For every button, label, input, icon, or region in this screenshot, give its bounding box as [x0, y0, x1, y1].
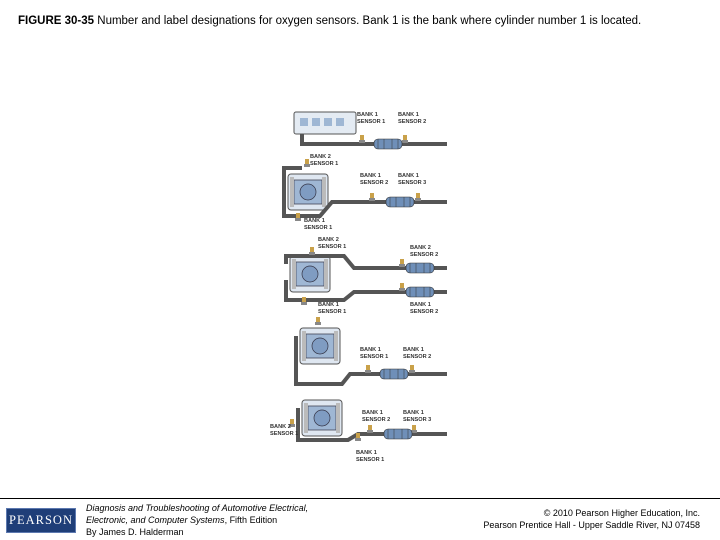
book-title-line2-wrap: [86, 514, 376, 526]
oxygen-sensor-diagram: [262, 104, 462, 470]
panel-2-v-engine-single-exhaust: [284, 154, 447, 231]
book-title-line1: Diagnosis and Troubleshooting of Automotive Electrical,: [86, 503, 309, 513]
label-p3-b1s1-l1: BANK 1: [318, 302, 339, 308]
book-edition: , Fifth Edition: [224, 515, 278, 525]
label-p4-b1s2-l1: BANK 1: [403, 347, 424, 353]
label-p4-b1s1-l1: BANK 1: [360, 347, 381, 353]
label-p3-b2s1-l2: SENSOR 1: [318, 244, 347, 250]
label-p4-b1s1-l2: SENSOR 1: [360, 354, 389, 360]
label-p5-b1s1-l1: BANK 1: [356, 450, 377, 456]
copyright-line2: Pearson Prentice Hall - Upper Saddle River, NJ 07458: [483, 520, 700, 530]
label-p3-b1s2-l2: SENSOR 2: [410, 309, 439, 315]
label-p3-b2s2-l1: BANK 2: [410, 245, 431, 251]
label-p5-b2s1-l1: BANK 2: [270, 424, 291, 430]
copyright-notice: [400, 507, 700, 531]
copyright-line1: © 2010 Pearson Higher Education, Inc.: [543, 508, 700, 518]
book-title-line2: Electronic, and Computer Systems: [86, 515, 225, 525]
book-author: By James D. Halderman: [86, 527, 184, 537]
label-p5-b1s2-l2: SENSOR 2: [362, 417, 391, 423]
figure-number: FIGURE 30-35: [18, 15, 95, 27]
figure-caption: [18, 14, 708, 28]
label-p2-b2s1-l1: BANK 2: [310, 154, 331, 160]
panel-3-v-engine-dual-exhaust: [286, 237, 447, 315]
label-p3-b1s1-l2: SENSOR 1: [318, 309, 347, 315]
label-p3-b2s1-l1: BANK 2: [318, 237, 339, 243]
label-p5-b1s2-l1: BANK 1: [362, 410, 383, 416]
label-p2-b1s2-l1: BANK 1: [360, 173, 381, 179]
label-p2-b1s1-l2: SENSOR 1: [304, 225, 333, 231]
label-p5-b1s1-l2: SENSOR 1: [356, 457, 385, 463]
label-p1-b1s1-l1: BANK 1: [357, 112, 378, 118]
panel-4-v-engine-crossover: [296, 317, 447, 384]
label-p5-b2s1-l2: SENSOR 1: [270, 431, 299, 437]
label-p3-b1s2-l1: BANK 1: [410, 302, 431, 308]
label-p2-b1s3-l2: SENSOR 3: [398, 180, 427, 186]
label-p1-b1s2-l1: BANK 1: [398, 112, 419, 118]
book-citation: [86, 502, 376, 538]
label-p3-b2s2-l2: SENSOR 2: [410, 252, 439, 258]
label-p1-b1s2-l2: SENSOR 2: [398, 119, 427, 125]
label-p2-b1s3-l1: BANK 1: [398, 173, 419, 179]
panel-1-inline-engine: [294, 112, 447, 149]
label-p2-b2s1-l2: SENSOR 1: [310, 161, 339, 167]
panel-5-v-engine-y-pipe: [270, 400, 447, 463]
caption-text: Number and label designations for oxygen sensors. Bank 1 is the bank where cylinder number 1 is located.: [94, 15, 642, 27]
label-p2-b1s2-l2: SENSOR 2: [360, 180, 389, 186]
label-p5-b1s3-l1: BANK 1: [403, 410, 424, 416]
label-p4-b1s2-l2: SENSOR 2: [403, 354, 432, 360]
label-p2-b1s1-l1: BANK 1: [304, 218, 325, 224]
footer-divider: [0, 498, 720, 499]
label-p5-b1s3-l2: SENSOR 3: [403, 417, 432, 423]
label-p1-b1s1-l2: SENSOR 1: [357, 119, 386, 125]
pearson-logo: PEARSON: [6, 508, 76, 533]
